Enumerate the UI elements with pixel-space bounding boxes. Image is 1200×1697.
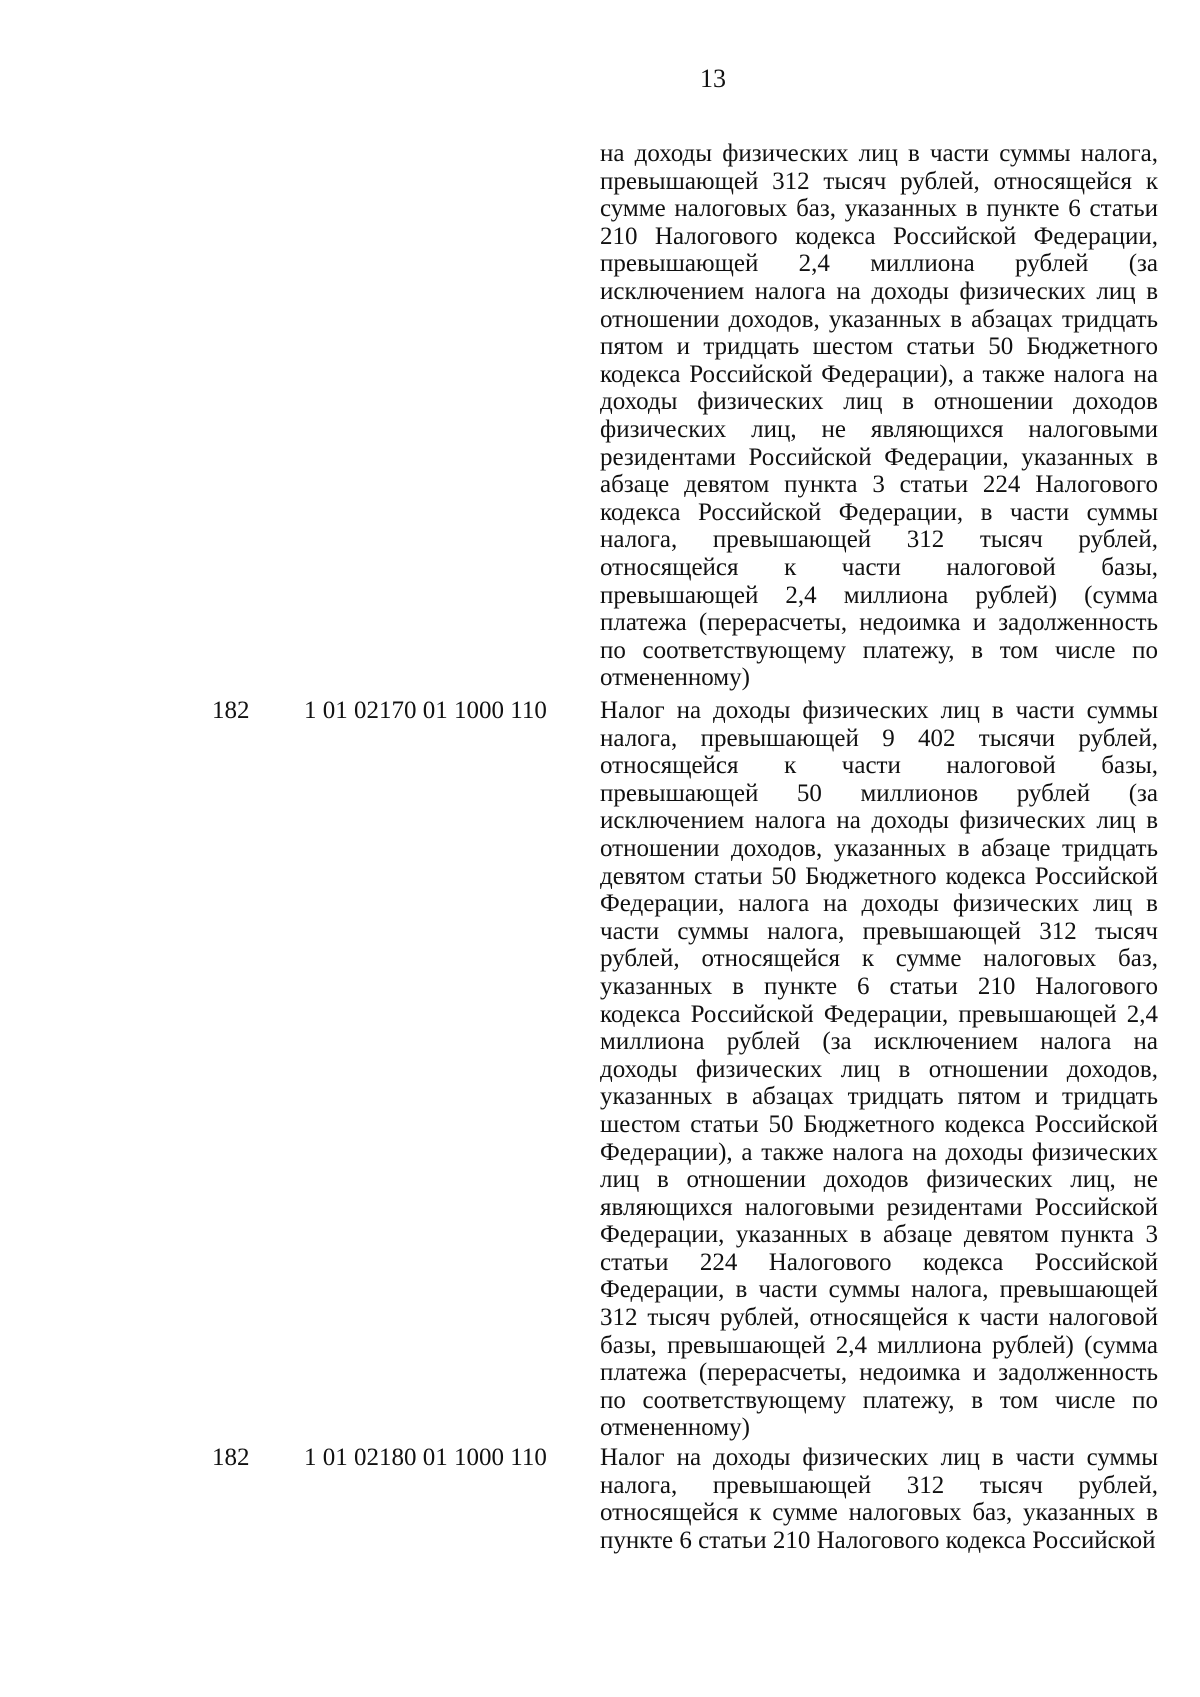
page-number: 13: [700, 64, 726, 93]
budget-classification-code: 1 01 02170 01 1000 110: [304, 697, 547, 724]
administrator-code: 182: [212, 1444, 250, 1471]
administrator-code: 182: [212, 697, 250, 724]
budget-classification-code: 1 01 02180 01 1000 110: [304, 1444, 547, 1471]
income-description: на доходы физических лиц в части суммы налога, превышающей 312 тысяч рублей, относящейся к сумме налоговых баз, указанных в пункте 6 статьи 210 Налогового кодекса Российской Федерации, превышающей 2,4 миллиона рублей (за исключением налога на доходы физических лиц в отношении доходов, указанных в абзацах тридцать пятом и тридцать шестом статьи 50 Бюджетного кодекса Российской Федерации), а также налога на доходы физических лиц в отношении доходов физических лиц, не являющихся налоговыми резидентами Российской Федерации, указанных в абзаце девятом пункта 3 статьи 224 Налогового кодекса Российской Федерации, в части суммы налога, превышающей 312 тысяч рублей, относящейся к части налоговой базы, превышающей 2,4 миллиона рублей) (сумма платежа (перерасчеты, недоимка и задолженность по соответствующему платежу, в том числе по отмененному): [600, 140, 1158, 692]
income-description: Налог на доходы физических лиц в части суммы налога, превышающей 312 тысяч рублей, относящейся к сумме налоговых баз, указанных в пункте 6 статьи 210 Налогового кодекса Российской: [600, 1444, 1158, 1554]
income-description: Налог на доходы физических лиц в части суммы налога, превышающей 9 402 тысячи рублей, относящейся к части налоговой базы, превышающей 50 миллионов рублей (за исключением налога на доходы физических лиц в отношении доходов, указанных в абзаце тридцать девятом статьи 50 Бюджетного кодекса Российской Федерации, налога на доходы физических лиц в части суммы налога, превышающей 312 тысяч рублей, относящейся к сумме налоговых баз, указанных в пункте 6 статьи 210 Налогового кодекса Российской Федерации, превышающей 2,4 миллиона рублей (за исключением налога на доходы физических лиц в отношении доходов, указанных в абзацах тридцать пятом и тридцать шестом статьи 50 Бюджетного кодекса Российской Федерации), а также налога на доходы физических лиц в отношении доходов физических лиц, не являющихся налоговыми резидентами Российской Федерации, указанных в абзаце девятом пункта 3 статьи 224 Налогового кодекса Российской Федерации, в части суммы налога, превышающей 312 тысяч рублей, относящейся к части налоговой базы, превышающей 2,4 миллиона рублей) (сумма платежа (перерасчеты, недоимка и задолженность по соответствующему платежу, в том числе по отмененному): [600, 697, 1158, 1442]
